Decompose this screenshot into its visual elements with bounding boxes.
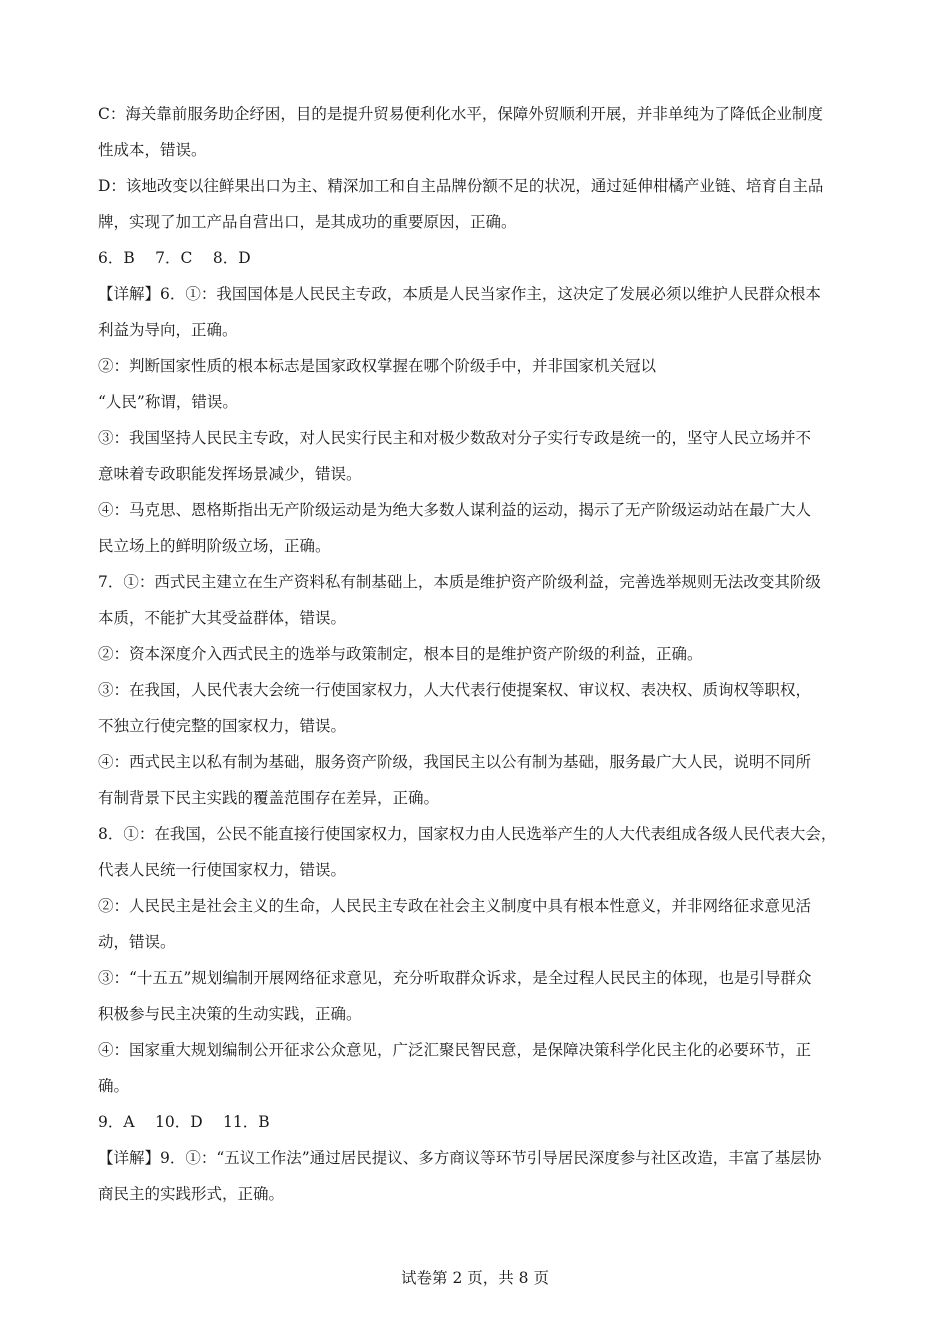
answer-line: 9．A 10．D 11．B <box>98 1113 270 1131</box>
text-line: 有制背景下民主实践的覆盖范围存在差异，正确。 <box>98 789 440 807</box>
text-line: ③：“十五五”规划编制开展网络征求意见，充分听取群众诉求，是全过程人民民主的体现，也是引导群众 <box>98 969 812 987</box>
text-line: D：该地改变以往鲜果出口为主、精深加工和自主品牌份额不足的状况，通过延伸柑橘产业链、培育自主品 <box>98 177 824 195</box>
text-line: 本质，不能扩大其受益群体，错误。 <box>98 609 347 627</box>
text-line: 8．①：在我国，公民不能直接行使国家权力，国家权力由人民选举产生的人大代表组成各级人民代表大会， <box>98 825 837 843</box>
text-line: 利益为导向，正确。 <box>98 321 238 339</box>
text-line: 牌，实现了加工产品自营出口，是其成功的重要原因，正确。 <box>98 213 517 231</box>
text-line: C：海关靠前服务助企纾困，目的是提升贸易便利化水平，保障外贸顺利开展，并非单纯为了降低企业制度 <box>98 105 823 123</box>
text-line: 动，错误。 <box>98 933 176 951</box>
text-line: ④：国家重大规划编制公开征求公众意见，广泛汇聚民智民意，是保障决策科学化民主化的必要环节，正 <box>98 1041 812 1059</box>
text-line: 代表人民统一行使国家权力，错误。 <box>98 861 347 879</box>
text-line: 【详解】6．①：我国国体是人民民主专政，本质是人民当家作主，这决定了发展必须以维护人民群众根本 <box>98 285 821 303</box>
document-body <box>98 96 858 1212</box>
text-line: ②：资本深度介入西式民主的选举与政策制定，根本目的是维护资产阶级的利益，正确。 <box>98 645 703 663</box>
text-line: 性成本，错误。 <box>98 141 207 159</box>
page-footer: 试卷第 2 页，共 8 页 <box>401 1269 549 1287</box>
text-line: ④：马克思、恩格斯指出无产阶级运动是为绝大多数人谋利益的运动，揭示了无产阶级运动站在最广大人 <box>98 501 812 519</box>
text-line: ③：在我国，人民代表大会统一行使国家权力，人大代表行使提案权、审议权、表决权、质询权等职权， <box>98 681 812 699</box>
text-line: ④：西式民主以私有制为基础，服务资产阶级，我国民主以公有制为基础，服务最广大人民，说明不同所 <box>98 753 812 771</box>
text-line: 意味着专政职能发挥场景减少，错误。 <box>98 465 362 483</box>
text-line: 积极参与民主决策的生动实践，正确。 <box>98 1005 362 1023</box>
text-line: 7．①：西式民主建立在生产资料私有制基础上，本质是维护资产阶级利益，完善选举规则无法改变其阶级 <box>98 573 821 591</box>
answer-line: 6．B 7．C 8．D <box>98 249 251 267</box>
text-line: ②：人民民主是社会主义的生命，人民民主专政在社会主义制度中具有根本性意义，并非网络征求意见活 <box>98 897 812 915</box>
text-line: ③：我国坚持人民民主专政，对人民实行民主和对极少数敌对分子实行专政是统一的，坚守人民立场并不 <box>98 429 812 447</box>
text-line: 【详解】9．①：“五议工作法”通过居民提议、多方商议等环节引导居民深度参与社区改造，丰富了基层协 <box>98 1149 822 1167</box>
text-line: “人民”称谓，错误。 <box>98 393 238 411</box>
text-line: 商民主的实践形式，正确。 <box>98 1185 285 1203</box>
text-line: 不独立行使完整的国家权力，错误。 <box>98 717 347 735</box>
text-line: 民立场上的鲜明阶级立场，正确。 <box>98 537 331 555</box>
text-line: ②：判断国家性质的根本标志是国家政权掌握在哪个阶级手中，并非国家机关冠以 <box>98 357 657 375</box>
text-line: 确。 <box>98 1077 130 1095</box>
